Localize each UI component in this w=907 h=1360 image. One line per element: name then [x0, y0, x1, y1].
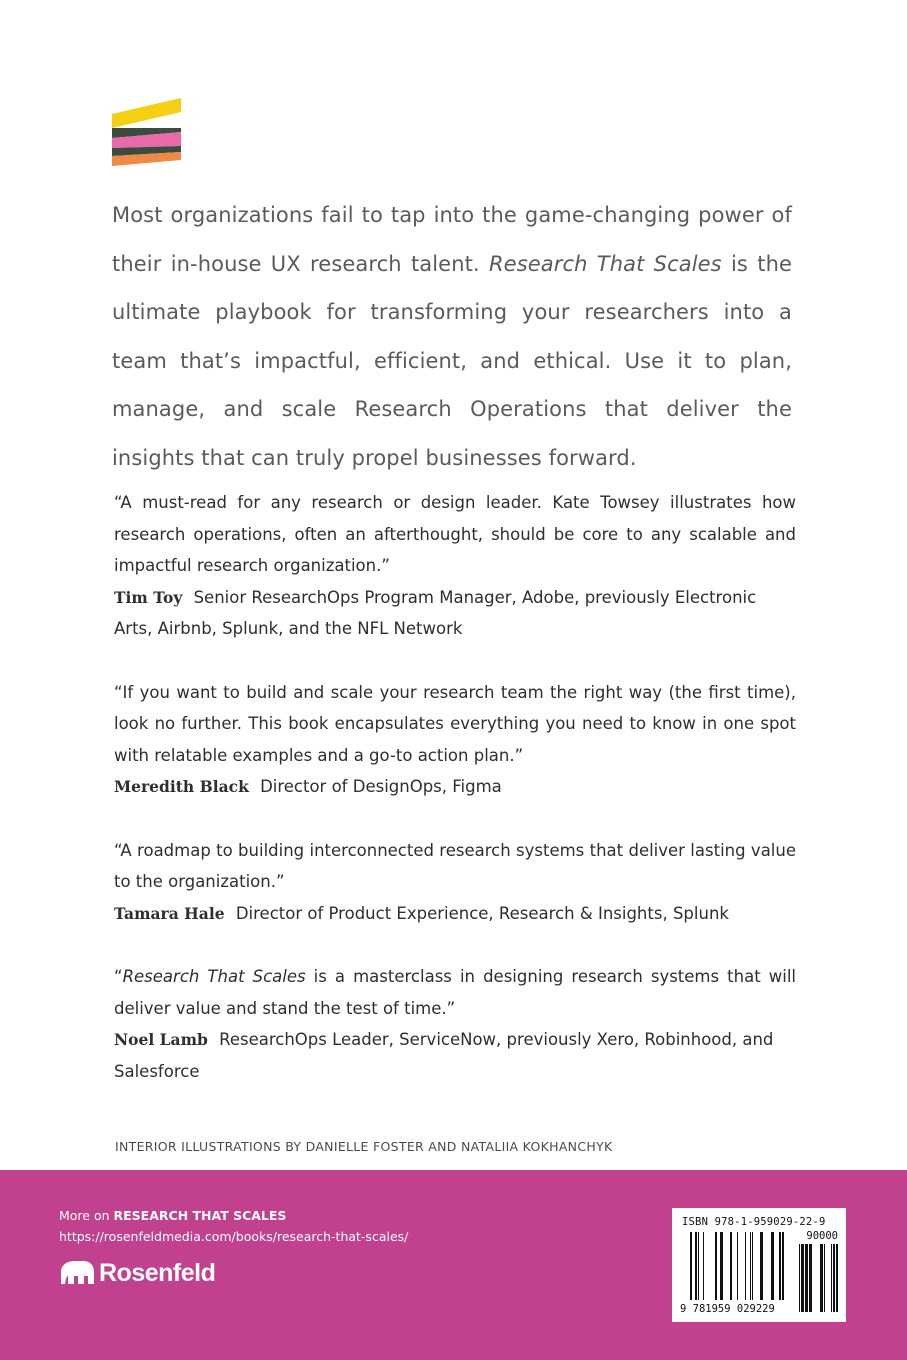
barcode-bar	[809, 1244, 812, 1312]
barcode-bar	[801, 1244, 804, 1312]
testimonial	[114, 835, 796, 930]
isbn-barcode	[672, 1208, 846, 1322]
barcode-bar	[737, 1232, 738, 1300]
blurb-book-title: Research That Scales	[488, 251, 722, 276]
testimonial	[114, 961, 796, 1087]
book-blurb	[112, 191, 792, 482]
testimonial-name: Tim Toy	[114, 587, 183, 607]
barcode-bar	[782, 1232, 784, 1300]
isbn-label: ISBN 978-1-959029-22-9	[682, 1216, 826, 1228]
barcode-bar	[833, 1244, 835, 1312]
publisher-logo	[59, 1258, 215, 1288]
book-logo-icon	[112, 98, 182, 166]
quote-rest: is a masterclass in designing research systems that will deliver value and stand the test of time.”	[114, 967, 796, 1018]
testimonial-quote: “A must-read for any research or design leader. Kate Towsey illustrates how research operations, often an afterthought, should be core to any scalable and impactful research organization.”	[114, 493, 796, 575]
barcode-bar	[690, 1232, 692, 1300]
testimonial-attribution	[114, 771, 796, 803]
testimonial	[114, 487, 796, 645]
more-on-link[interactable]	[59, 1208, 286, 1223]
price-addon: 90000	[806, 1230, 838, 1242]
testimonial-role: Director of Product Experience, Research & Insights, Splunk	[235, 903, 729, 923]
testimonial-quote: “If you want to build and scale your research team the right way (the first time), look no further. This book encapsulates everything you need to know in one spot with relatable examples and a go-to action plan.”	[114, 682, 796, 765]
testimonial-role: Senior ResearchOps Program Manager, Adobe, previously Electronic Arts, Airbnb, Splunk, and the NFL Network	[114, 587, 757, 638]
testimonial-role: Director of DesignOps, Figma	[260, 777, 502, 796]
barcode-bar	[730, 1232, 732, 1300]
quote-open-mark: “	[114, 967, 123, 986]
barcode-bar	[760, 1232, 763, 1300]
barcode-bar	[820, 1244, 823, 1312]
testimonial-role: ResearchOps Leader, ServiceNow, previously Xero, Robinhood, and Salesforce	[114, 1030, 774, 1081]
barcode-bar	[799, 1244, 800, 1312]
barcode-bar	[824, 1244, 825, 1312]
testimonial-attribution	[114, 582, 796, 645]
testimonial-attribution	[114, 1024, 796, 1087]
blurb-text-2: is the ultimate playbook for transforming your researchers into a team that’s impactful, efficient, and ethical. Use it to plan, manage, and scale Research Operations that deliver the insights that can truly propel businesses forward.	[112, 251, 792, 470]
barcode-bar	[698, 1232, 699, 1300]
testimonial	[114, 677, 796, 803]
barcode-bar	[745, 1232, 746, 1300]
barcode-bar	[695, 1232, 697, 1300]
testimonial-name: Tamara Hale	[114, 903, 225, 923]
barcode-bar	[831, 1244, 832, 1312]
testimonial-quote	[114, 961, 796, 1024]
testimonial-name: Meredith Black	[114, 777, 249, 796]
barcode-bar	[771, 1232, 774, 1300]
more-title: RESEARCH THAT SCALES	[113, 1208, 287, 1223]
testimonial-quote: “A roadmap to building interconnected research systems that deliver lasting value to the organization.”	[114, 840, 796, 891]
illustration-credits: INTERIOR ILLUSTRATIONS BY DANIELLE FOSTER AND NATALIIA KOKHANCHYK	[115, 1139, 613, 1154]
barcode-bar	[750, 1232, 751, 1300]
barcode-bar	[703, 1232, 704, 1300]
blurb-text-1: Most organizations fail to tap into the game-changing power of their in-house UX research talent.	[112, 203, 792, 276]
testimonial-attribution	[114, 898, 796, 930]
publisher-name: Rosenfeld	[99, 1258, 216, 1287]
barcode-bar	[752, 1232, 753, 1300]
elephant-icon	[59, 1260, 95, 1286]
ean-number: 9 781959 029229	[680, 1303, 775, 1315]
testimonials	[114, 487, 796, 1119]
book-url[interactable]: https://rosenfeldmedia.com/books/research-that-scales/	[59, 1229, 409, 1244]
barcode-bar	[720, 1232, 723, 1300]
barcode-bar	[715, 1232, 717, 1300]
quote-book-title: Research That Scales	[122, 967, 306, 986]
testimonial-name: Noel Lamb	[114, 1030, 208, 1049]
more-prefix: More on	[59, 1208, 114, 1223]
barcode-bar	[836, 1244, 838, 1312]
barcode-bar	[805, 1244, 808, 1312]
barcode-bar	[779, 1232, 781, 1300]
